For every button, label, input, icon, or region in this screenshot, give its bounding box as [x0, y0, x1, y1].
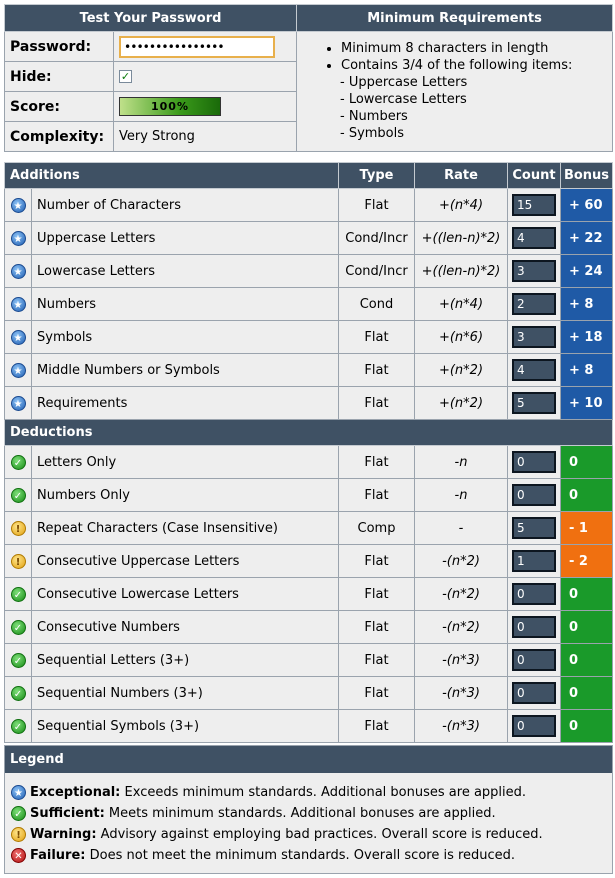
table-row	[5, 354, 613, 387]
count-field: 0	[512, 616, 556, 638]
sub-requirement-item: - Symbols	[340, 126, 405, 141]
criterion-rate: -n	[415, 479, 508, 512]
bonus-value: 0	[561, 710, 613, 743]
bonus-value: 0	[561, 479, 613, 512]
hide-label: Hide:	[5, 62, 114, 92]
count-field: 0	[512, 484, 556, 506]
legend-item	[11, 782, 612, 803]
criterion-name: Sequential Letters (3+)	[32, 644, 339, 677]
count-field: 3	[512, 326, 556, 348]
criterion-type: Comp	[339, 512, 415, 545]
score-label: Score:	[5, 92, 114, 122]
criterion-type: Flat	[339, 644, 415, 677]
table-row	[5, 255, 613, 288]
sub-requirement-item: - Numbers	[340, 109, 408, 124]
bonus-value: - 1	[561, 512, 613, 545]
table-row	[5, 512, 613, 545]
bonus-value: 0	[561, 446, 613, 479]
count-field: 2	[512, 293, 556, 315]
criterion-type: Flat	[339, 446, 415, 479]
count-field: 4	[512, 359, 556, 381]
criterion-type: Flat	[339, 545, 415, 578]
criterion-type: Flat	[339, 354, 415, 387]
criterion-rate: +(n*6)	[415, 321, 508, 354]
count-field: 4	[512, 227, 556, 249]
legend-desc: Exceeds minimum standards. Additional bonuses are applied.	[124, 785, 527, 800]
legend-term: Sufficient:	[30, 806, 105, 821]
count-header: Count	[508, 163, 561, 189]
table-row	[5, 387, 613, 420]
table-row	[5, 321, 613, 354]
legend-item	[11, 803, 612, 824]
exceptional-icon: ★	[11, 264, 26, 279]
criterion-type: Flat	[339, 710, 415, 743]
table-row	[5, 710, 613, 743]
criterion-rate: +((len-n)*2)	[415, 255, 508, 288]
criterion-type: Flat	[339, 479, 415, 512]
criterion-rate: -(n*3)	[415, 644, 508, 677]
criterion-rate: -n	[415, 446, 508, 479]
count-field: 0	[512, 451, 556, 473]
count-field: 0	[512, 715, 556, 737]
count-field: 5	[512, 517, 556, 539]
criterion-type: Cond/Incr	[339, 222, 415, 255]
legend	[4, 745, 613, 874]
criterion-name: Consecutive Numbers	[32, 611, 339, 644]
warning-icon: !	[11, 521, 26, 536]
legend-desc: Meets minimum standards. Additional bonuses are applied.	[108, 806, 496, 821]
count-field: 5	[512, 392, 556, 414]
rate-header: Rate	[415, 163, 508, 189]
table-row	[5, 545, 613, 578]
criterion-name: Sequential Symbols (3+)	[32, 710, 339, 743]
sub-requirement-item: - Lowercase Letters	[340, 92, 467, 107]
bonus-value: + 8	[561, 354, 613, 387]
criterion-name: Consecutive Uppercase Letters	[32, 545, 339, 578]
complexity-label: Complexity:	[5, 122, 114, 152]
exceptional-icon: ★	[11, 330, 26, 345]
criterion-rate: -(n*3)	[415, 677, 508, 710]
sufficient-icon: ✓	[11, 686, 26, 701]
bonus-value: - 2	[561, 545, 613, 578]
criterion-name: Requirements	[32, 387, 339, 420]
table-row	[5, 446, 613, 479]
legend-term: Failure:	[30, 848, 86, 863]
table-row	[5, 644, 613, 677]
bonus-header: Bonus	[561, 163, 613, 189]
criterion-name: Numbers Only	[32, 479, 339, 512]
legend-desc: Advisory against employing bad practices. Overall score is reduced.	[100, 827, 543, 842]
password-test-panel	[4, 4, 613, 152]
count-field: 1	[512, 550, 556, 572]
type-header: Type	[339, 163, 415, 189]
criterion-rate: -(n*2)	[415, 578, 508, 611]
sufficient-icon: ✓	[11, 806, 26, 821]
table-row	[5, 189, 613, 222]
exceptional-icon: ★	[11, 231, 26, 246]
deductions-header: Deductions	[5, 420, 613, 446]
sufficient-icon: ✓	[11, 587, 26, 602]
legend-title: Legend	[5, 746, 612, 773]
count-field: 0	[512, 583, 556, 605]
count-field: 15	[512, 194, 556, 216]
score-breakdown-table	[4, 162, 613, 743]
legend-item	[11, 824, 612, 845]
bonus-value: + 10	[561, 387, 613, 420]
criterion-name: Symbols	[32, 321, 339, 354]
bonus-value: + 24	[561, 255, 613, 288]
bonus-value: 0	[561, 644, 613, 677]
bonus-value: + 8	[561, 288, 613, 321]
failure-icon: ✕	[11, 848, 26, 863]
criterion-name: Letters Only	[32, 446, 339, 479]
requirements-list	[297, 32, 613, 152]
table-row	[5, 578, 613, 611]
exceptional-icon: ★	[11, 363, 26, 378]
criterion-type: Flat	[339, 321, 415, 354]
password-input[interactable]: ••••••••••••••••	[119, 36, 275, 58]
requirements-header: Minimum Requirements	[297, 5, 613, 32]
criterion-rate: -(n*2)	[415, 545, 508, 578]
requirement-item: • Minimum 8 characters in length	[341, 40, 612, 57]
criterion-type: Flat	[339, 578, 415, 611]
criterion-rate: +(n*2)	[415, 387, 508, 420]
exceptional-icon: ★	[11, 785, 26, 800]
criterion-type: Flat	[339, 611, 415, 644]
bonus-value: 0	[561, 677, 613, 710]
password-label: Password:	[5, 32, 114, 62]
criterion-type: Cond/Incr	[339, 255, 415, 288]
bonus-value: 0	[561, 611, 613, 644]
table-row	[5, 611, 613, 644]
criterion-name: Numbers	[32, 288, 339, 321]
test-header: Test Your Password	[5, 5, 297, 32]
criterion-name: Middle Numbers or Symbols	[32, 354, 339, 387]
exceptional-icon: ★	[11, 396, 26, 411]
criterion-type: Flat	[339, 387, 415, 420]
criterion-type: Flat	[339, 677, 415, 710]
sub-requirement-item: - Uppercase Letters	[340, 75, 468, 90]
legend-term: Warning:	[30, 827, 97, 842]
count-field: 0	[512, 649, 556, 671]
legend-desc: Does not meet the minimum standards. Overall score is reduced.	[89, 848, 516, 863]
table-row	[5, 288, 613, 321]
exceptional-icon: ★	[11, 198, 26, 213]
legend-term: Exceptional:	[30, 785, 121, 800]
criterion-rate: -(n*3)	[415, 710, 508, 743]
table-row	[5, 677, 613, 710]
criterion-name: Repeat Characters (Case Insensitive)	[32, 512, 339, 545]
criterion-rate: +(n*4)	[415, 288, 508, 321]
sufficient-icon: ✓	[11, 620, 26, 635]
criterion-rate: -	[415, 512, 508, 545]
legend-item	[11, 845, 612, 866]
requirement-item: • Contains 3/4 of the following items:	[341, 57, 612, 74]
score-bar: 100%	[119, 97, 221, 116]
sufficient-icon: ✓	[11, 719, 26, 734]
criterion-name: Uppercase Letters	[32, 222, 339, 255]
criterion-name: Sequential Numbers (3+)	[32, 677, 339, 710]
criterion-rate: -(n*2)	[415, 611, 508, 644]
criterion-name: Consecutive Lowercase Letters	[32, 578, 339, 611]
criterion-rate: +((len-n)*2)	[415, 222, 508, 255]
bonus-value: + 18	[561, 321, 613, 354]
table-row	[5, 222, 613, 255]
sufficient-icon: ✓	[11, 488, 26, 503]
warning-icon: !	[11, 827, 26, 842]
criterion-rate: +(n*4)	[415, 189, 508, 222]
additions-header: Additions	[5, 163, 339, 189]
criterion-name: Number of Characters	[32, 189, 339, 222]
criterion-name: Lowercase Letters	[32, 255, 339, 288]
sufficient-icon: ✓	[11, 455, 26, 470]
bonus-value: + 60	[561, 189, 613, 222]
table-row	[5, 479, 613, 512]
count-field: 0	[512, 682, 556, 704]
bonus-value: + 22	[561, 222, 613, 255]
complexity-value: Very Strong	[114, 122, 297, 152]
sufficient-icon: ✓	[11, 653, 26, 668]
count-field: 3	[512, 260, 556, 282]
criterion-type: Flat	[339, 189, 415, 222]
criterion-type: Cond	[339, 288, 415, 321]
criterion-rate: +(n*2)	[415, 354, 508, 387]
hide-checkbox[interactable]: ✓	[120, 70, 131, 83]
exceptional-icon: ★	[11, 297, 26, 312]
warning-icon: !	[11, 554, 26, 569]
bonus-value: 0	[561, 578, 613, 611]
